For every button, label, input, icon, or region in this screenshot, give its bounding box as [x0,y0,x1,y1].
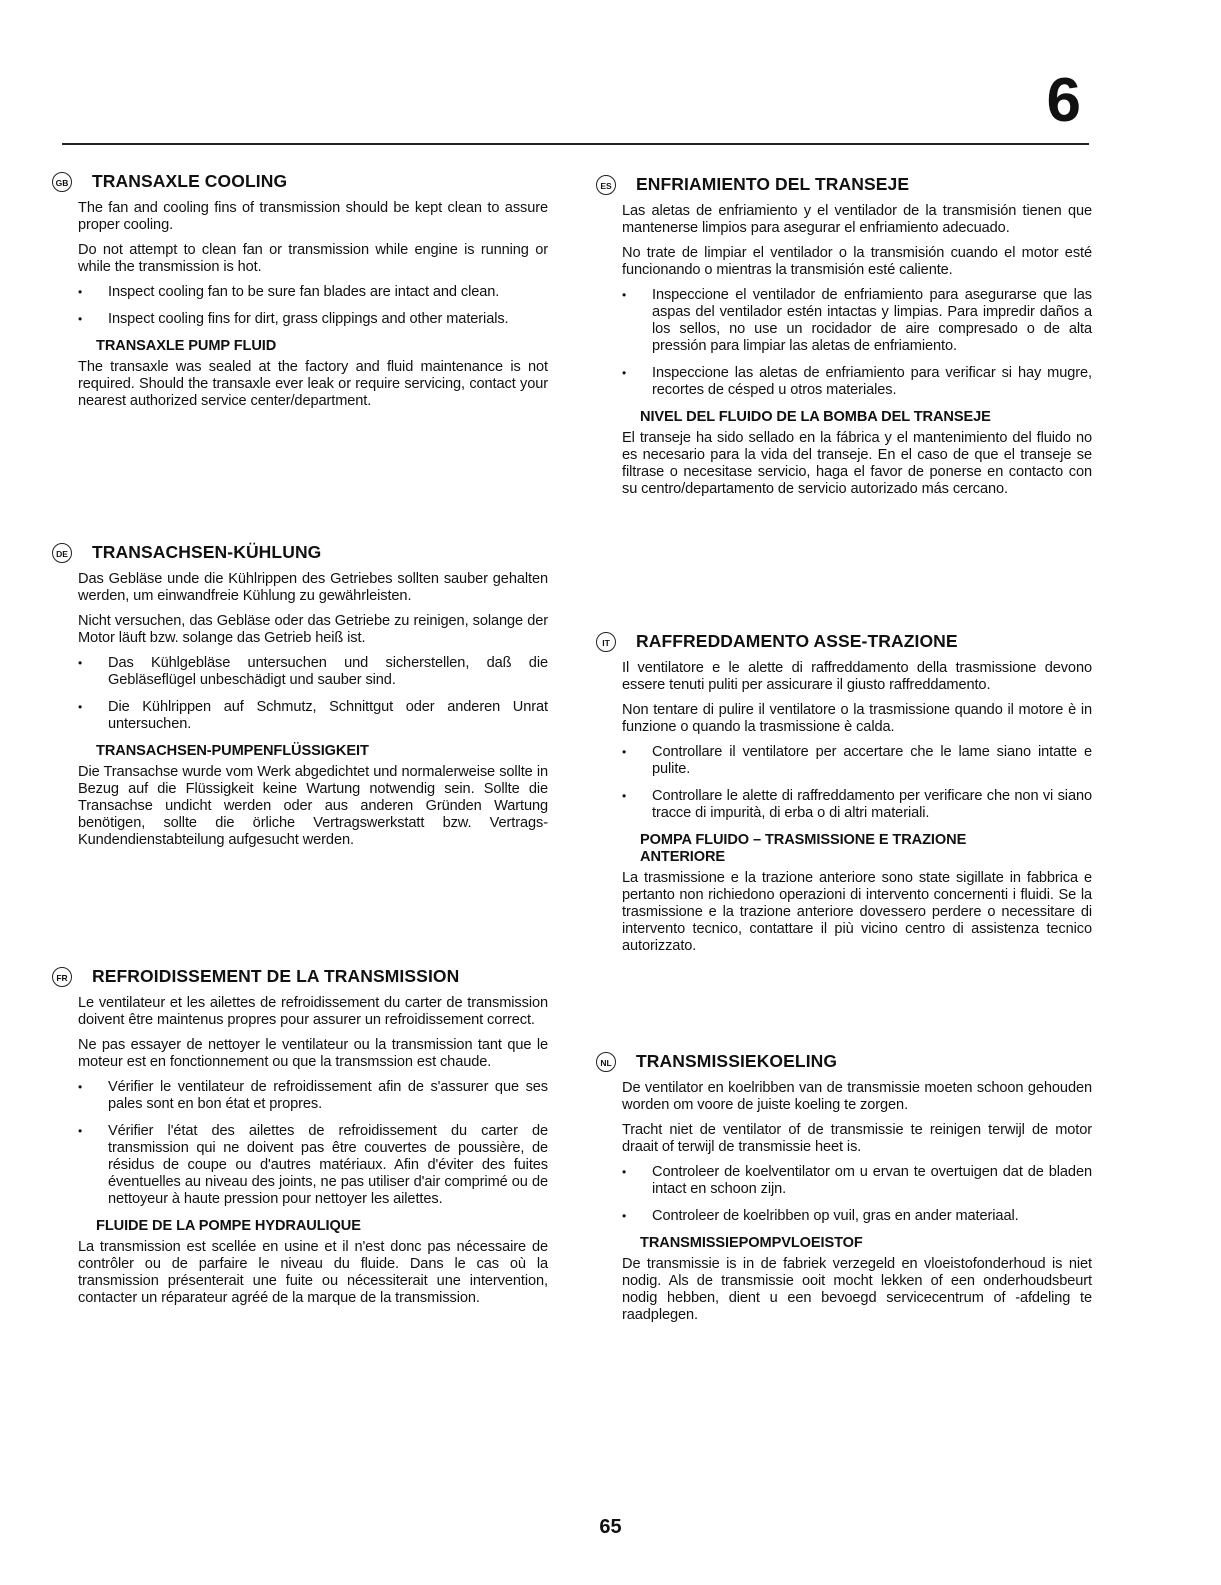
paragraph: Tracht niet de ventilator of de transmissie te reinigen terwijl de motor draait of terwijl de transmissie heet is. [622,1122,1092,1155]
language-badge-icon: FR [52,967,72,987]
bullet-list [622,1164,1092,1225]
language-badge-icon: ES [596,175,616,195]
subheading: NIVEL DEL FLUIDO DE LA BOMBA DEL TRANSEJE [640,409,991,425]
language-badge-icon: GB [52,172,72,192]
section-nl [600,1051,1092,1332]
paragraph: The fan and cooling fins of transmission should be kept clean to assure proper cooling. [78,200,548,233]
paragraph: Non tentare di pulire il ventilatore o la trasmissione quando il motore è in funzione o quando la trasmissione è calda. [622,702,1092,735]
section-title: TRANSAXLE COOLING [92,171,288,191]
section-header [56,542,548,569]
paragraph: Las aletas de enfriamiento y el ventilador de la transmisión tienen que mantenerse limpios para asegurar el enfriamiento adecuado. [622,203,1092,236]
list-item: • Inspeccione las aletas de enfriamiento para verificar si hay mugre, recortes de césped u otros materiales. [622,365,1092,399]
list-item: • Inspect cooling fan to be sure fan blades are intact and clean. [78,284,548,301]
paragraph: Die Transachse wurde vom Werk abgedichtet und normalerweise sollte in Bezug auf die Flüssigkeit keine Wartung notwendig sein. Sollte die Transachse undicht werden oder aus anderen Gründen Wartung benötigen, sollte die örliche Vertragswerkstatt bzw. Vertrags-Kundendienstabteilung aufgesucht werden. [78,764,548,848]
bullet-list [78,284,548,328]
language-badge-icon: NL [596,1052,616,1072]
page-number-bottom: 65 [599,1516,622,1538]
paragraph: Il ventilatore e le alette di raffreddamento della trasmissione devono essere tenuti puliti per assicurare il giusto raffreddamento. [622,660,1092,693]
list-item: • Controleer de koelventilator om u ervan te overtuigen dat de bladen intact en schoon zijn. [622,1164,1092,1198]
section-header [55,171,548,198]
subheading: TRANSAXLE PUMP FLUID [96,338,277,354]
header-rule [62,143,1089,145]
section-header [56,966,548,993]
section-it [602,631,1092,963]
section-header [600,174,1092,201]
page-number-top: 6 [1046,66,1081,135]
section-title: REFROIDISSEMENT DE LA TRANSMISSION [92,966,460,986]
paragraph: Le ventilateur et les ailettes de refroidissement du carter de transmission doivent être maintenus propres pour assurer un refroidissement correct. [78,995,548,1028]
list-item: • Controleer de koelribben op vuil, gras en ander materiaal. [622,1208,1092,1225]
paragraph: The transaxle was sealed at the factory and fluid maintenance is not required. Should the transaxle ever leak or require servicing, contact your nearest authorized service center/department. [78,359,548,409]
subheading: TRANSMISSIEPOMPVLOEISTOF [640,1235,863,1251]
subheading: POMPA FLUIDO – TRASMISSIONE E TRAZIONE ANTERIORE [640,832,967,865]
paragraph: Do not attempt to clean fan or transmission while engine is running or while the transmission is hot. [78,242,548,275]
bullet-list [78,1079,548,1208]
section-title: ENFRIAMIENTO DEL TRANSEJE [636,174,910,194]
bullet-list [78,655,548,733]
subheading: TRANSACHSEN-PUMPENFLÜSSIGKEIT [96,743,369,759]
paragraph: Das Gebläse unde die Kühlrippen des Getriebes sollten sauber gehalten werden, um einwandfreie Kühlung zu gewährleisten. [78,571,548,604]
paragraph: La transmission est scellée en usine et il n'est donc pas nécessaire de contrôler ou de parfaire le niveau du fluide. Dans le cas où la transmission présenterait une fuite ou nécessiterait une intervention, contacter un réparateur agréé de la marque de la transmission. [78,1239,548,1306]
list-item: • Vérifier le ventilateur de refroidissement afin de s'assurer que ses pales sont en bon état et propres. [78,1079,548,1113]
list-item: • Controllare il ventilatore per accertare che le lame siano intatte e pulite. [622,744,1092,778]
paragraph: Nicht versuchen, das Gebläse oder das Getriebe zu reinigen, solange der Motor läuft bzw. solange das Getrieb heiß ist. [78,613,548,646]
bullet-list [622,744,1092,822]
section-es [600,174,1092,506]
section-header [600,1051,1092,1078]
subheading: FLUIDE DE LA POMPE HYDRAULIQUE [96,1218,361,1234]
paragraph: Ne pas essayer de nettoyer le ventilateur ou la transmission tant que le moteur est en fonctionnement ou que la transmssion est chaude. [78,1037,548,1070]
section-de [56,542,548,857]
language-badge-icon: DE [52,543,72,563]
section-title: TRANSMISSIEKOELING [636,1051,838,1071]
section-title: TRANSACHSEN-KÜHLUNG [92,542,322,562]
paragraph: No trate de limpiar el ventilador o la transmisión cuando el motor esté funcionando o mientras la transmisión esté caliente. [622,245,1092,278]
list-item: • Inspect cooling fins for dirt, grass clippings and other materials. [78,311,548,328]
section-fr [56,966,548,1315]
list-item: • Inspeccione el ventilador de enfriamiento para asegurarse que las aspas del ventilador estén intactas y limpias. Para impredir daños a los sellos, no use un rocidador de aire compresado o de alta pressión para limpiar las aletas de enfriamiento. [622,287,1092,355]
section-title: RAFFREDDAMENTO ASSE-TRAZIONE [636,631,958,651]
language-badge-icon: IT [596,632,616,652]
paragraph: El transeje ha sido sellado en la fábrica y el mantenimiento del fluido no es necesario para la vida del transeje. En el caso de que el transeje se filtrase o necesitase servicio, haga el favor de ponerse en contacto con su centro/departamento de servicio autorizado más cercano. [622,430,1092,497]
paragraph: De transmissie is in de fabriek verzegeld en vloeistofonderhoud is niet nodig. Als de transmissie ooit mocht lekken of een onderhoudsbeurt nodig hebben, dient u een bevoegd servicecentrum of -afdeling te raadplegen. [622,1256,1092,1323]
paragraph: De ventilator en koelribben van de transmissie moeten schoon gehouden worden om voore de juiste koeling te zorgen. [622,1080,1092,1113]
paragraph: La trasmissione e la trazione anteriore sono state sigillate in fabbrica e pertanto non richiedono operazioni di intervento concernenti i fluidi. Se la trasmissione e la trazione anteriore dovessero perdere o necessitare di intervento tecnico, contattare il più vicino centro di assistenza tecnico autorizzato. [622,870,1092,954]
list-item: • Die Kühlrippen auf Schmutz, Schnittgut oder anderen Unrat untersuchen. [78,699,548,733]
list-item: • Vérifier l'état des ailettes de refroidissement du carter de transmission qui ne doivent pas être couvertes de poussière, de résidus de coupe ou d'autres matériaux. Afin d'éviter des fuites éventuelles au niveau des joints, ne pas utiliser d'air comprimé ou de nettoyeur à haute pression pour nettoyer les ailettes. [78,1123,548,1208]
list-item: • Controllare le alette di raffreddamento per verificare che non vi siano tracce di impurità, di erba o di altri materiali. [622,788,1092,822]
list-item: • Das Kühlgebläse untersuchen und sicherstellen, daß die Gebläseflügel unbeschädigt und sauber sind. [78,655,548,689]
section-header [602,631,1092,658]
bullet-list [622,287,1092,399]
section-gb [55,171,548,418]
